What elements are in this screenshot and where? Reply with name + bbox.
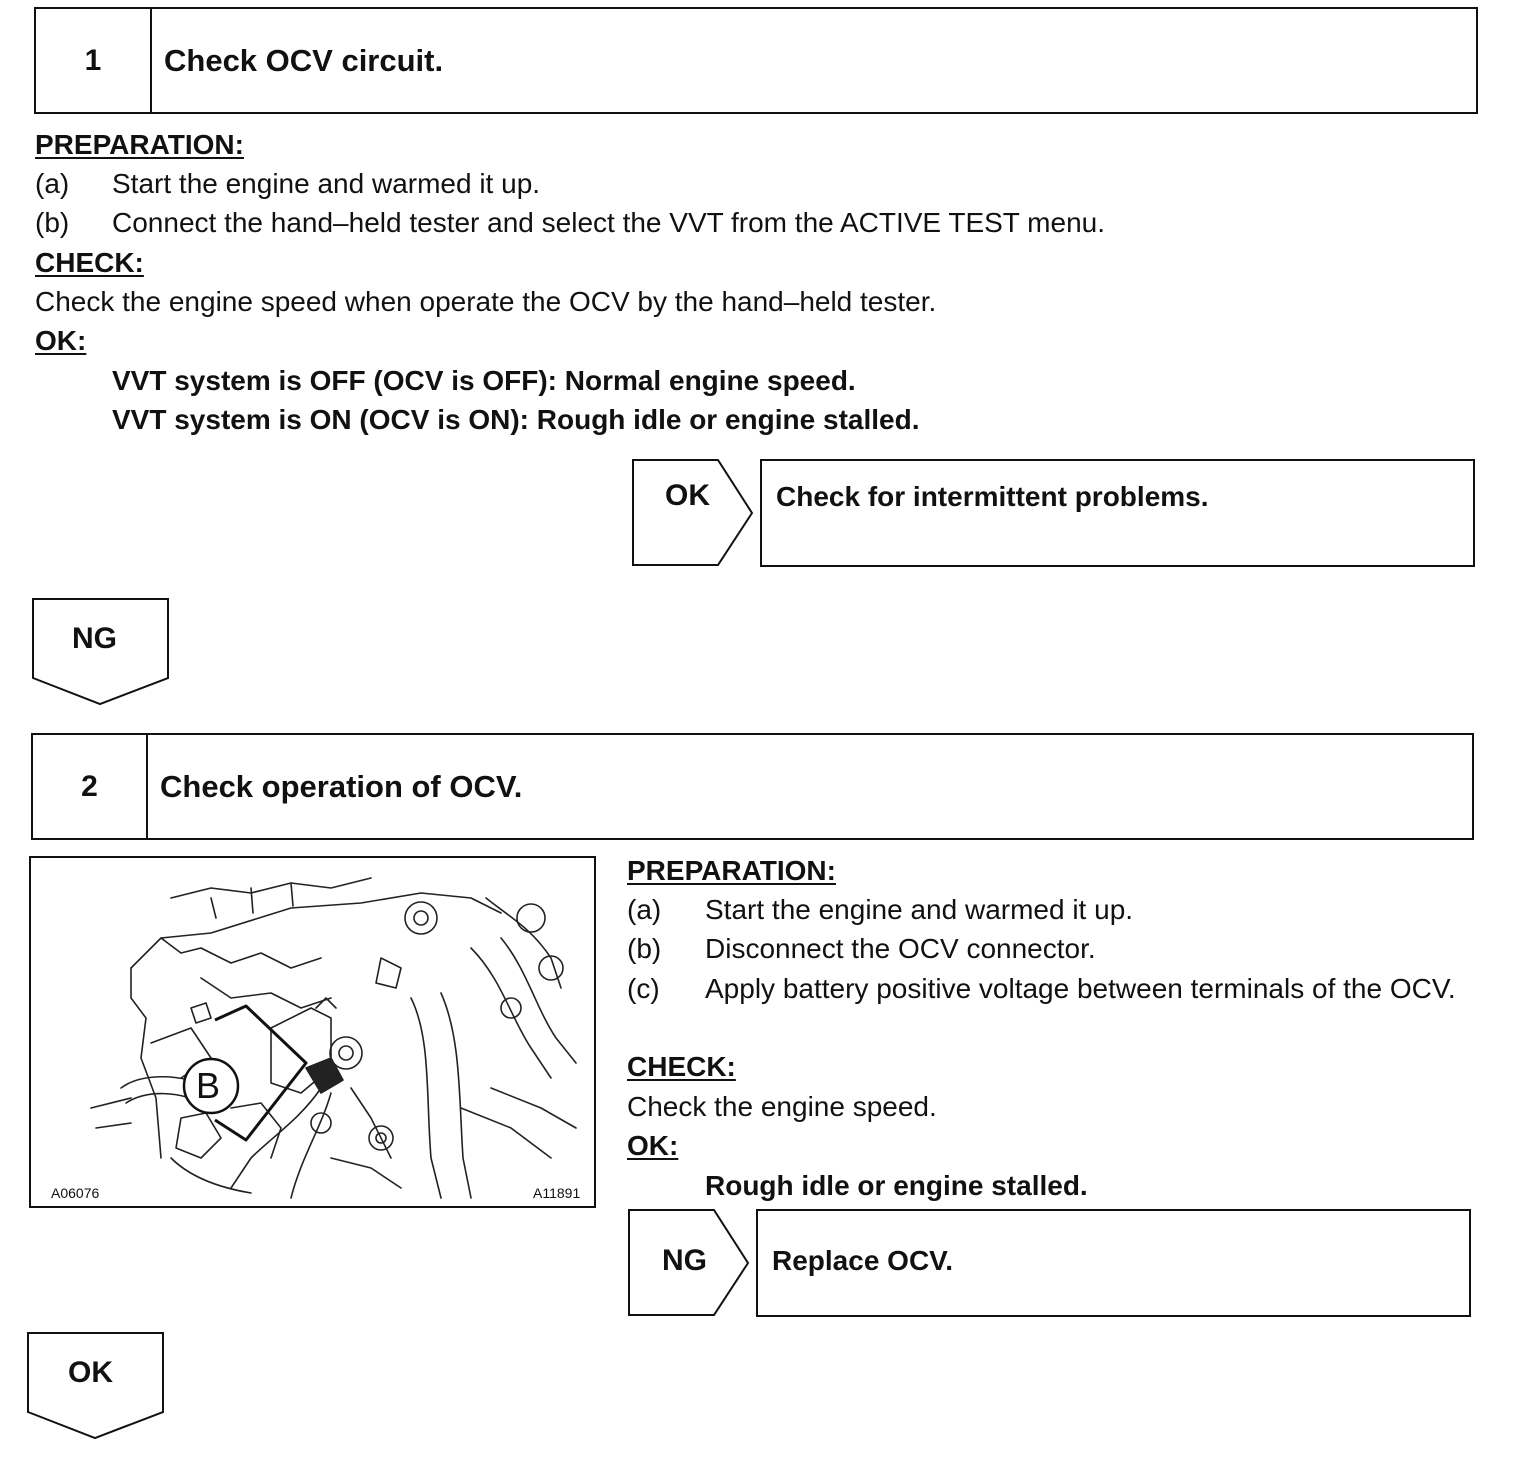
step1-header (34, 7, 1478, 114)
step2-result-box (756, 1209, 1471, 1317)
step1-prep-b-text: Connect the hand–held tester and select the VVT from the ACTIVE TEST menu. (112, 207, 1106, 238)
step1-title: Check OCV circuit. (164, 42, 444, 78)
step1-ok-heading: OK: (35, 325, 87, 356)
figure-callout-b: B (196, 1065, 221, 1106)
step2-prep-b-text: Disconnect the OCV connector. (705, 933, 1096, 964)
step2-preparation-heading: PREPARATION: (627, 855, 836, 886)
step1-result-box (760, 459, 1475, 567)
step1-prep-a-marker: (a) (35, 168, 70, 199)
step1-result-arrow-box (632, 459, 754, 567)
step1-prep-a-text: Start the engine and warmed it up. (112, 168, 541, 199)
step1-next-label: NG (72, 622, 117, 655)
step2-prep-a-text: Start the engine and warmed it up. (705, 894, 1134, 925)
step2-ok-text: Rough idle or engine stalled. (705, 1170, 1088, 1201)
engine-figure (29, 856, 596, 1208)
step1-result-label: OK (665, 479, 710, 512)
step2-prep-a-marker: (a) (627, 894, 662, 925)
step2-check-heading: CHECK: (627, 1051, 736, 1082)
step2-result-label: NG (662, 1244, 707, 1277)
step2-number: 2 (33, 735, 148, 838)
step2-next-label: OK (68, 1356, 113, 1389)
step1-preparation-heading: PREPARATION: (35, 129, 244, 160)
step1-ok-line-2: VVT system is ON (OCV is ON): Rough idle or engine stalled. (112, 404, 920, 435)
figure-code-left: A06076 (51, 1185, 100, 1201)
step2-prep-c-marker: (c) (627, 973, 660, 1004)
step2-prep-b-marker: (b) (627, 933, 662, 964)
figure-code-right: A11891 (533, 1185, 581, 1201)
step2-prep-c-text: Apply battery positive voltage between terminals of the OCV. (705, 973, 1456, 1004)
step1-result-text: Check for intermittent problems. (776, 481, 1209, 512)
step2-title: Check operation of OCV. (160, 768, 523, 804)
step1-ok-line-1: VVT system is OFF (OCV is OFF): Normal engine speed. (112, 365, 856, 396)
step1-prep-b-marker: (b) (35, 207, 70, 238)
step2-header (31, 733, 1474, 840)
step2-check-text: Check the engine speed. (627, 1091, 937, 1122)
step1-check-text: Check the engine speed when operate the OCV by the hand–held tester. (35, 286, 937, 317)
step2-ok-heading: OK: (627, 1130, 679, 1161)
step1-number: 1 (36, 9, 152, 112)
step1-check-heading: CHECK: (35, 247, 144, 278)
step2-result-text: Replace OCV. (772, 1245, 954, 1276)
engine-illustration (31, 858, 594, 1206)
